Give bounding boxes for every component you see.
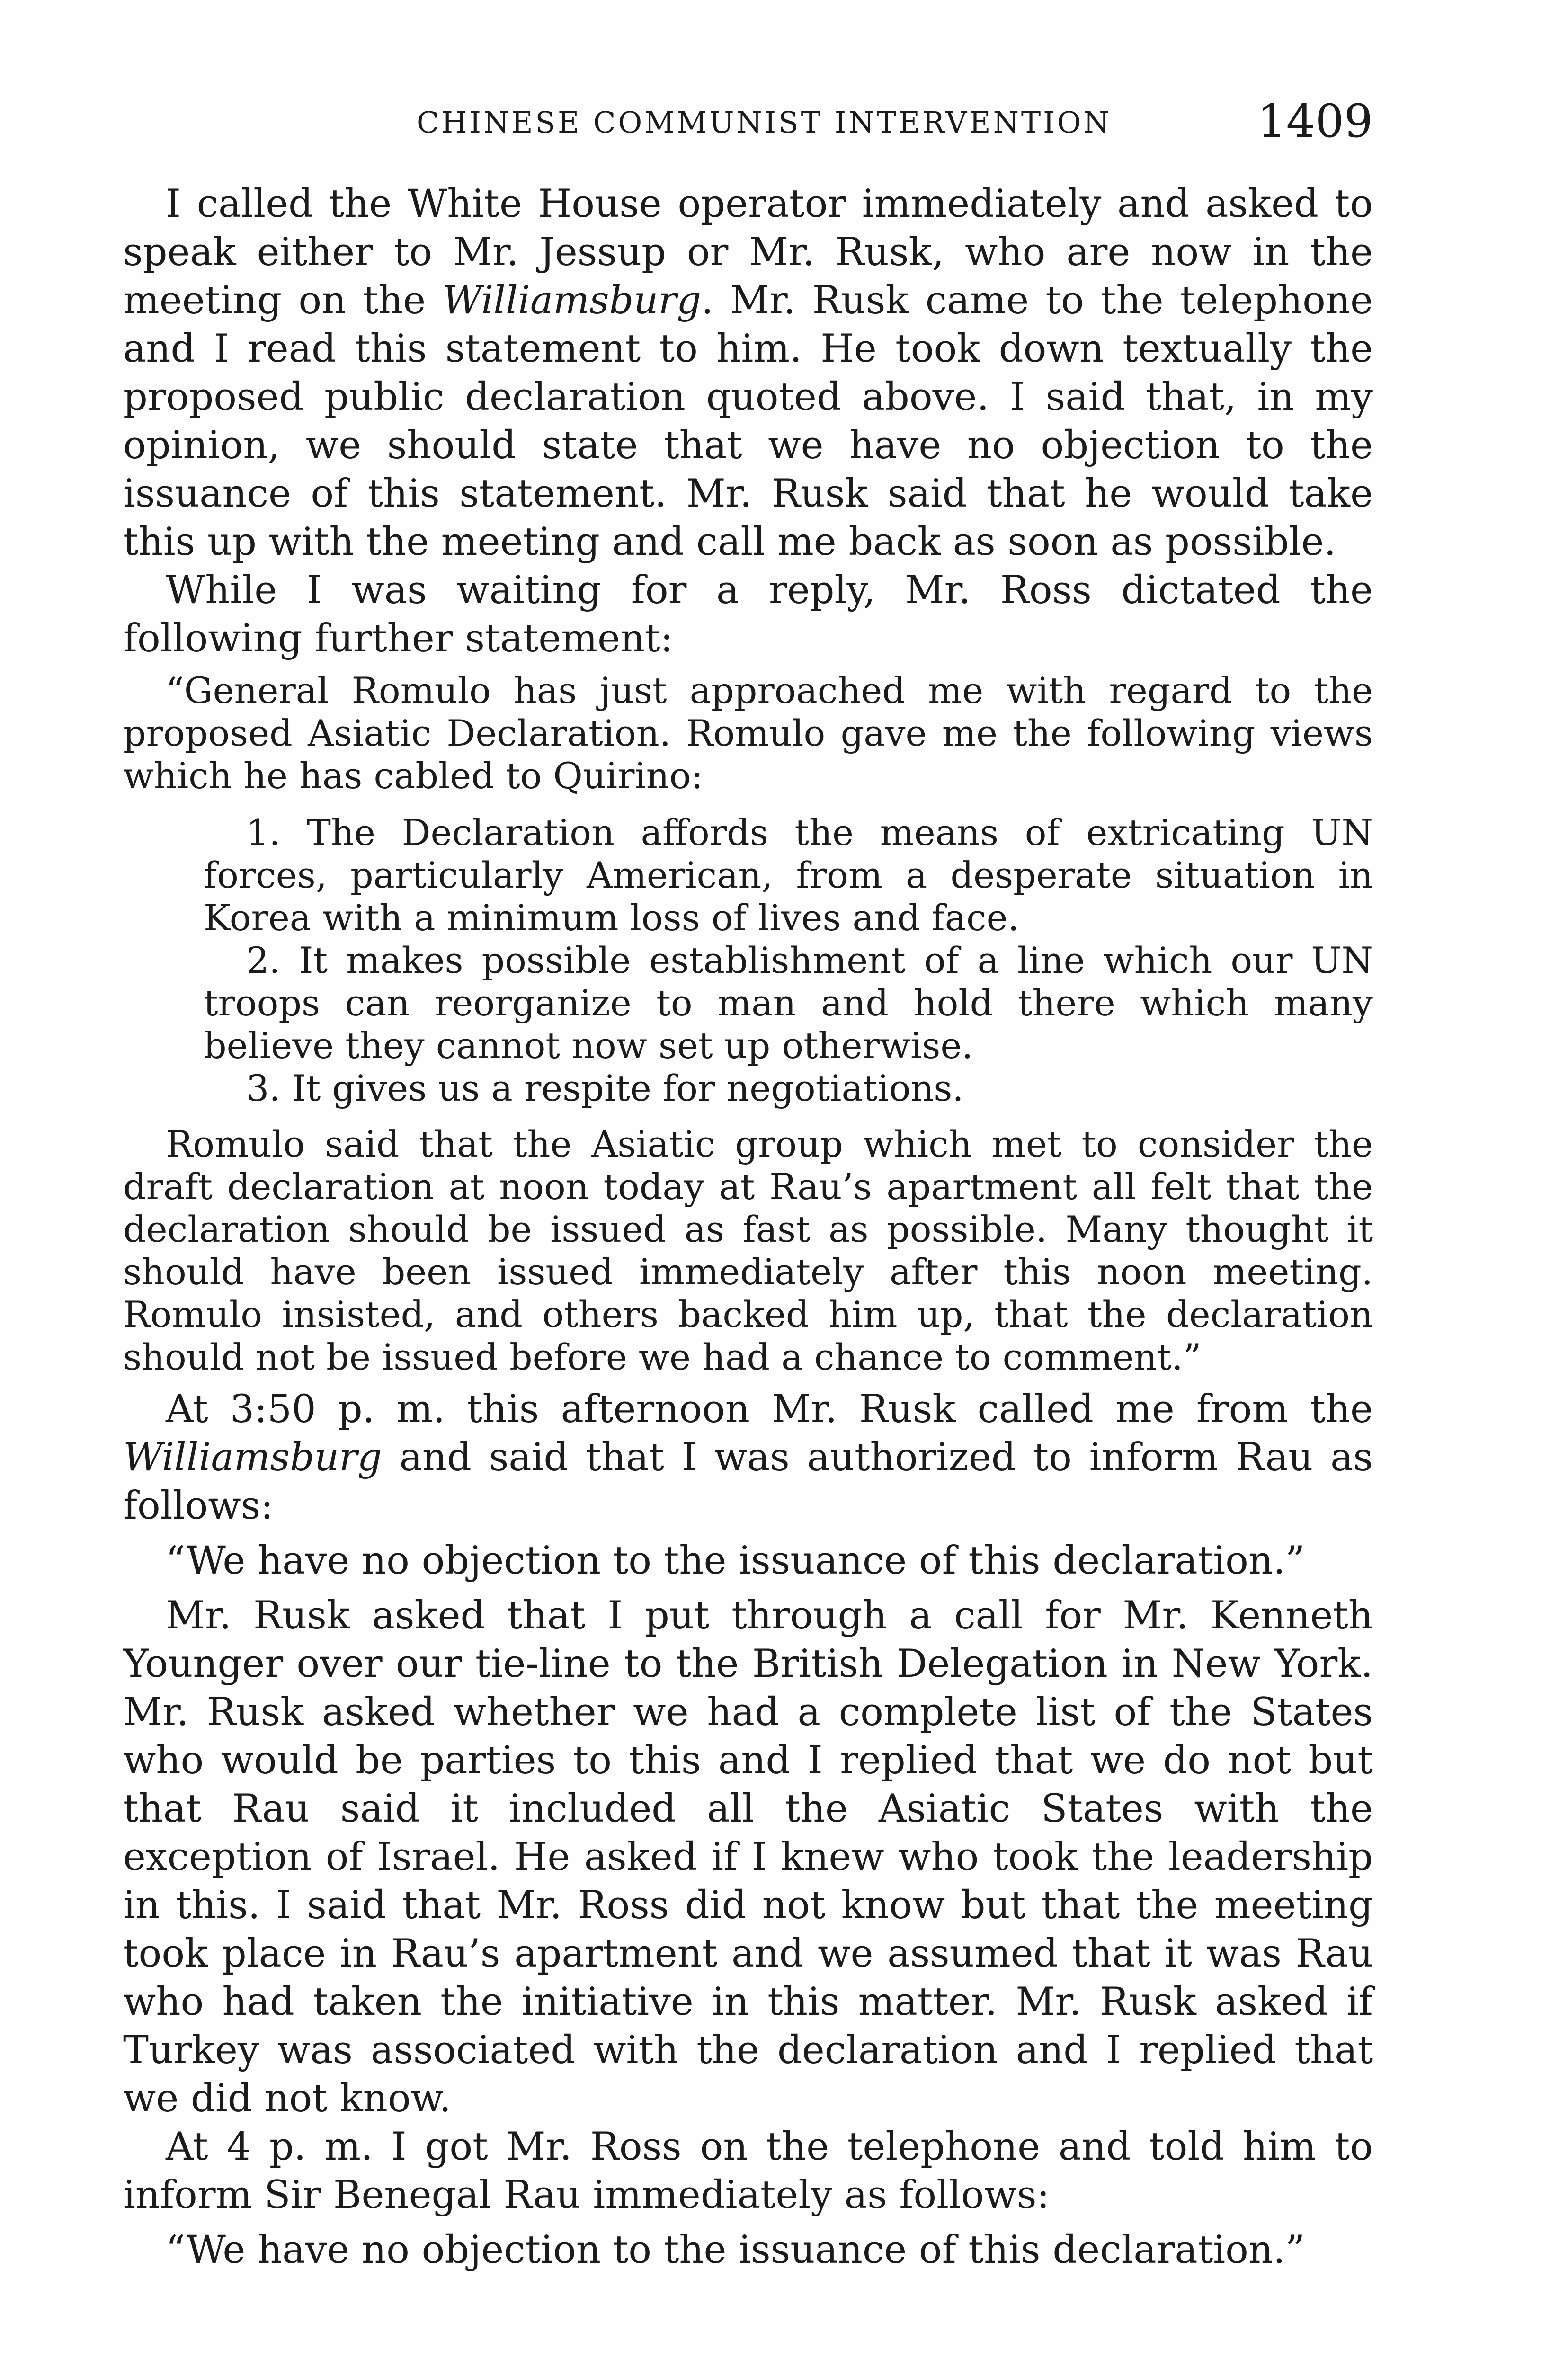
page-number: 1409 [1257, 95, 1373, 148]
paragraph-text: I called the White House operator immediately and asked to speak either to Mr. Jessup or Mr. Rusk, who are now in the meeting on the [123, 182, 1373, 323]
paragraph-text: . Mr. Rusk came to the telephone and I read this statement to him. He took down textually the proposed public declaration quoted above. I said that, in my opinion, we should state that we have no objection to the issuance of this statement. Mr. Rusk said that he would take this up with the meeting and call me back as soon as possible. [123, 278, 1373, 564]
paragraph-white-house-call [123, 180, 1373, 566]
ship-name: Williamsburg [123, 1435, 382, 1480]
list-item: 2. It makes possible establishment of a line which our UN troops can reorganize to man and hold there which many believe they cannot now set up otherwise. [204, 939, 1373, 1067]
quote-closing: Romulo said that the Asiatic group which met to consider the draft declaration at noon today at Rau’s apartment all felt that the declaration should be issued as fast as possible. Many thought it should have been issued immediately after this noon meeting. Romulo insisted, and others backed him up, that the declaration should not be issued before we had a chance to comment.” [123, 1123, 1373, 1378]
page-header [123, 95, 1373, 147]
paragraph-ross-phone: At 4 p. m. I got Mr. Ross on the telephone and told him to inform Sir Benegal Rau immediately as follows: [123, 2125, 1373, 2217]
paragraph-rusk-call [123, 1385, 1373, 1530]
paragraph-text: At 3:50 p. m. this afternoon Mr. Rusk called me from the [166, 1387, 1373, 1432]
paragraph-ross-statement: While I was waiting for a reply, Mr. Ross dictated the following further statement: [123, 568, 1373, 661]
running-head: CHINESE COMMUNIST INTERVENTION [417, 105, 1112, 140]
ship-name: Williamsburg [442, 278, 702, 323]
quote-no-objection: “We have no objection to the issuance of this declaration.” [166, 2228, 1305, 2272]
paragraph-text: and said that I was authorized to inform Rau as follows: [123, 1435, 1373, 1528]
quote-intro: “General Romulo has just approached me with regard to the proposed Asiatic Declaration. Romulo gave me the following views which he has cabled to Quirino: [123, 669, 1373, 797]
quote-no-objection: “We have no objection to the issuance of this declaration.” [166, 1539, 1305, 1583]
list-item: 1. The Declaration affords the means of extricating UN forces, particularly American, from a desperate situation in Korea with a minimum loss of lives and face. [204, 811, 1373, 939]
paragraph-younger-call: Mr. Rusk asked that I put through a call for Mr. Kenneth Younger over our tie-line to the British Delegation in New York. Mr. Rusk asked whether we had a complete list of the States who would be parties to this and I replied that we do not but that Rau said it included all the Asiatic States with the exception of Israel. He asked if I knew who took the leadership in this. I said that Mr. Ross did not know but that the meeting took place in Rau’s apartment and we assumed that it was Rau who had taken the initiative in this matter. Mr. Rusk asked if Turkey was associated with the declaration and I replied that we did not know. [123, 1593, 1373, 2121]
quote-list [123, 811, 1373, 1110]
list-item: 3. It gives us a respite for negotiations. [246, 1067, 964, 1109]
body-text [123, 180, 1373, 2274]
block-quote-romulo [123, 669, 1373, 1379]
